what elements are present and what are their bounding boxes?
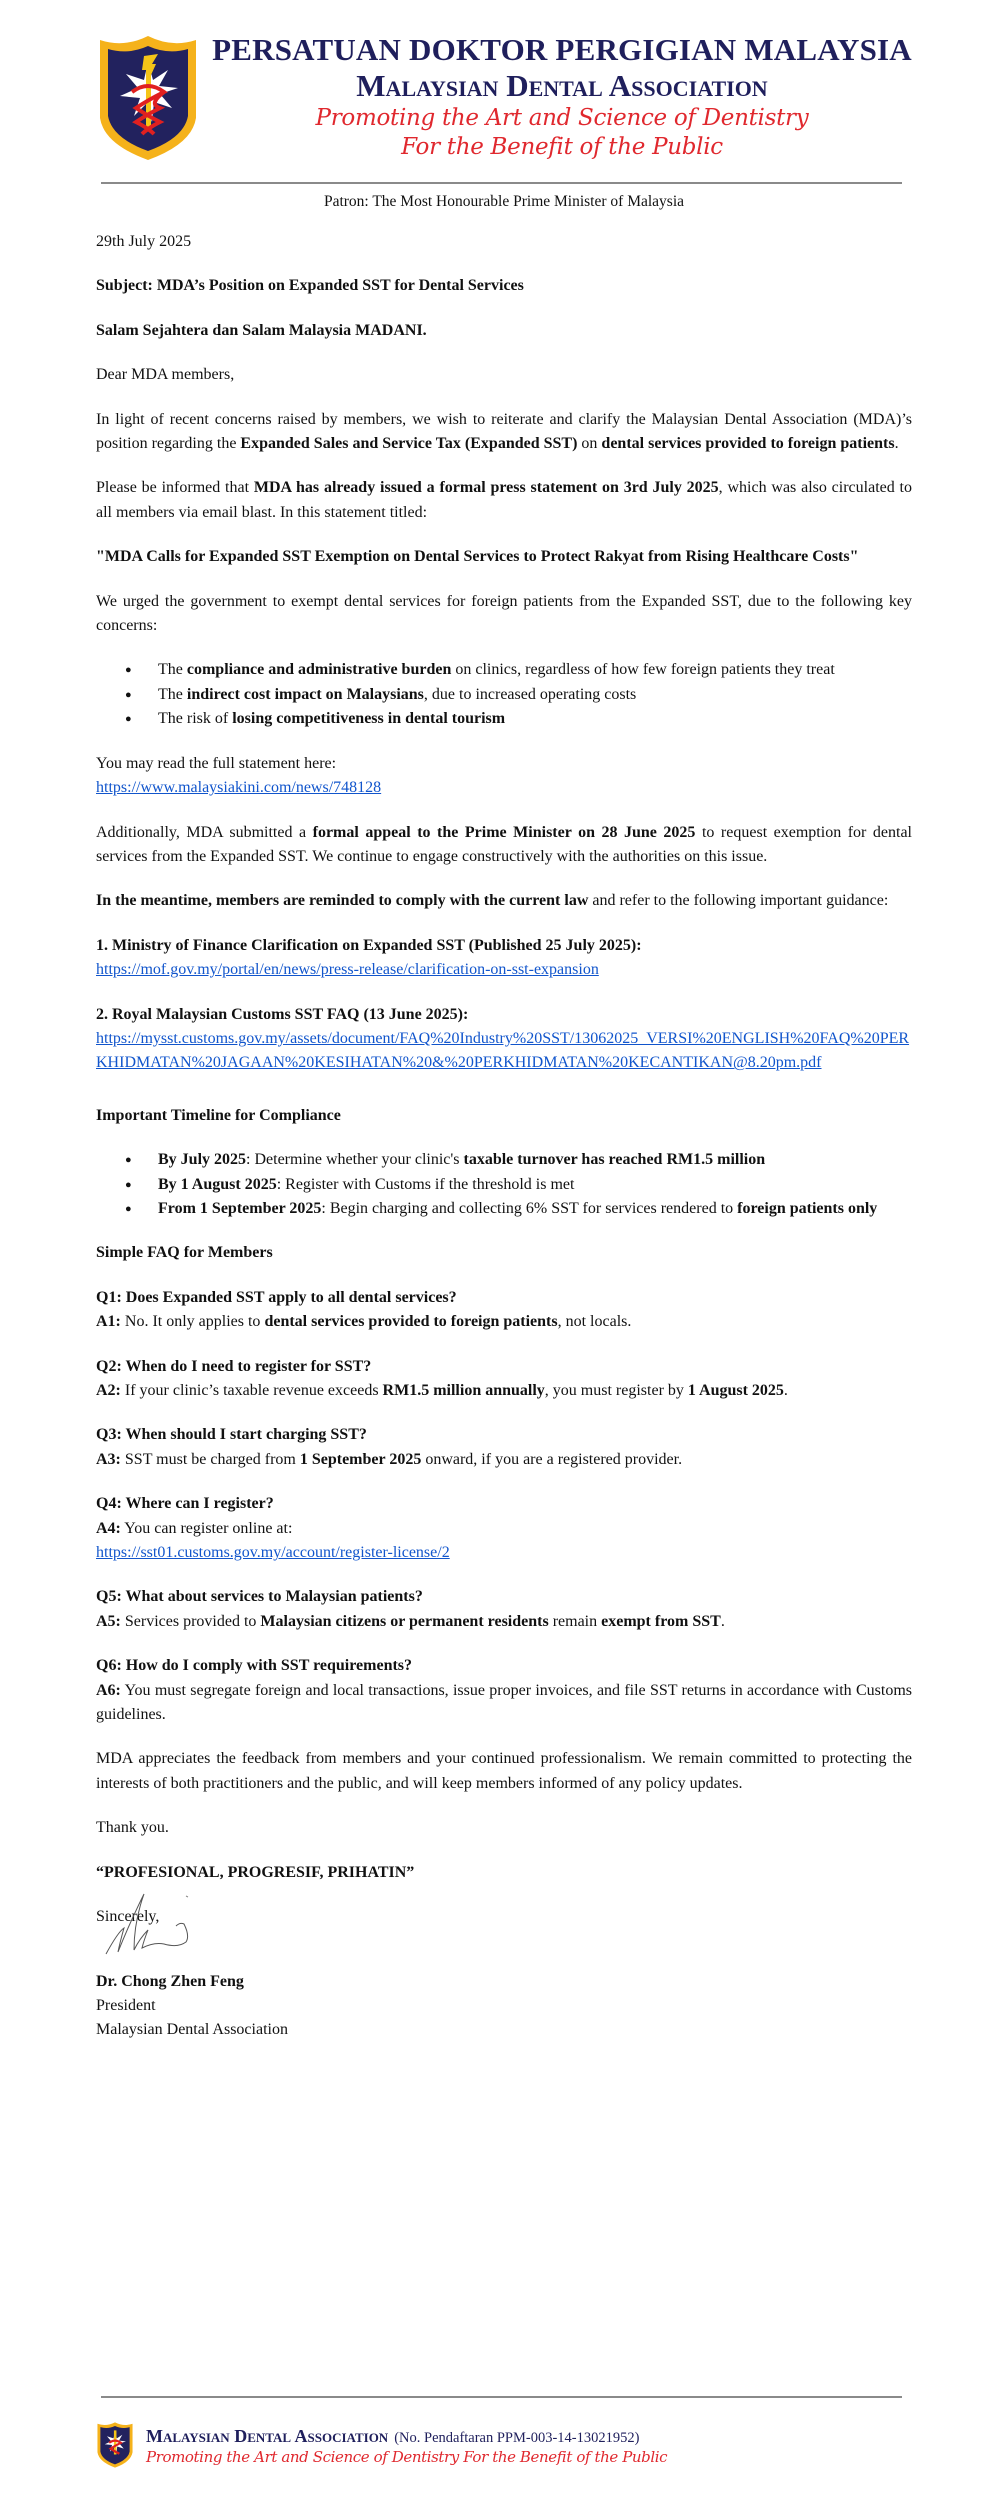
list-item: ● The compliance and administrative burden on clinics, regardless of how few foreign patients they treat: [158, 658, 912, 682]
sst-register-link[interactable]: https://sst01.customs.gov.my/account/register-license/2: [96, 1544, 450, 1562]
footer-divider: [101, 2396, 902, 2398]
faq-heading: Simple FAQ for Members: [96, 1244, 273, 1262]
list-item: ● From 1 September 2025: Begin charging and collecting 6% SST for services rendered to foreign patients only: [158, 1197, 912, 1221]
faq-item-6: Q6: How do I comply with SST requirements? A6: You must segregate foreign and local transactions, issue proper invoices, and file SST returns in accordance with Customs guidelines.: [96, 1657, 912, 1724]
footer-registration-no: (No. Pendaftaran PPM-003-14-13021952): [394, 2430, 640, 2446]
footer-motto: Promoting the Art and Science of Dentistry For the Benefit of the Public: [146, 2448, 668, 2466]
full-statement-label: You may read the full statement here:: [96, 754, 337, 772]
mda-shield-logo-icon: [96, 34, 200, 162]
customs-faq-link[interactable]: https://mysst.customs.gov.my/assets/document/FAQ%20Industry%20SST/13062025_VERSI%20ENGLISH%20FAQ%20PERKHIDMATAN%20JAGAAN%20KESIHATAN%20&%20PERKHIDMATAN%20KECANTIKAN@8.20pm.pdf: [96, 1029, 910, 1072]
concerns-list: [96, 658, 912, 731]
meantime-paragraph: In the meantime, members are reminded to comply with the current law and refer to the following important guidance:: [96, 892, 889, 910]
closing-paragraph: MDA appreciates the feedback from members and your continued professionalism. We remain committed to protecting the interests of both practitioners and the public, and will keep members informed of any policy updates.: [96, 1750, 912, 1792]
org-name-english: Malaysian Dental Association: [356, 68, 768, 103]
signature-area: [96, 1930, 912, 1970]
full-statement-block: [96, 752, 912, 801]
guidance-customs: [96, 1003, 912, 1076]
guidance-mof: [96, 934, 912, 983]
list-item: ● By 1 August 2025: Register with Customs if the threshold is met: [158, 1173, 912, 1197]
motto-line-2: For the Benefit of the Public: [401, 134, 723, 160]
footer-org-line: [146, 2426, 639, 2447]
header-divider: [101, 182, 902, 184]
letter-body: [96, 230, 912, 2043]
signatory-title: President: [96, 1996, 156, 2014]
mda-slogan: “PROFESIONAL, PROGRESIF, PRIHATIN”: [96, 1863, 415, 1881]
faq-item-5: Q5: What about services to Malaysian patients? A5: Services provided to Malaysian citizens or permanent residents remain exempt from SST.: [96, 1588, 725, 1630]
signatory-organization: Malaysian Dental Association: [96, 2021, 288, 2039]
faq-item-1: Q1: Does Expanded SST apply to all dental services? A1: No. It only applies to dental services provided to foreign patients, not locals.: [96, 1288, 632, 1331]
thank-you: Thank you.: [96, 1819, 169, 1837]
mof-link[interactable]: https://mof.gov.my/portal/en/news/press-release/clarification-on-sst-expansion: [96, 961, 599, 979]
faq-item-3: Q3: When should I start charging SST? A3: SST must be charged from 1 September 2025 onward, if you are a registered provider.: [96, 1426, 683, 1468]
letter-date: 29th July 2025: [96, 233, 192, 250]
faq-question: Q3: When should I start charging SST?: [96, 1426, 367, 1444]
malaysiakini-link[interactable]: https://www.malaysiakini.com/news/748128: [96, 779, 382, 797]
sign-off: Sincerely,: [96, 1908, 160, 1926]
motto-line-1: Promoting the Art and Science of Dentistry: [315, 105, 809, 131]
footer-org-name: Malaysian Dental Association: [146, 2426, 389, 2446]
mda-shield-logo-icon: [96, 2420, 134, 2470]
salutation: Dear MDA members,: [96, 366, 235, 384]
appeal-paragraph: Additionally, MDA submitted a formal appeal to the Prime Minister on 28 June 2025 to request exemption for dental services from the Expanded SST. We continue to engage constructively with the authorities on this issue.: [96, 823, 912, 865]
faq-question: Q6: How do I comply with SST requirements?: [96, 1657, 413, 1675]
timeline-list: [96, 1148, 912, 1221]
faq-item-2: Q2: When do I need to register for SST? A2: If your clinic’s taxable revenue exceeds RM1.5 million annually, you must register by 1 August 2025.: [96, 1357, 788, 1399]
intro-paragraph: In light of recent concerns raised by members, we wish to reiterate and clarify the Malaysian Dental Association (MDA)’s position regarding the Expanded Sales and Service Tax (Expanded SST) on dental services provided to foreign patients.: [96, 410, 912, 453]
statement-title: "MDA Calls for Expanded SST Exemption on Dental Services to Protect Rakyat from Rising Healthcare Costs": [96, 548, 859, 566]
letterhead: [96, 30, 916, 170]
faq-question: Q4: Where can I register?: [96, 1495, 274, 1513]
list-item: ● The indirect cost impact on Malaysians, due to increased operating costs: [158, 683, 912, 707]
letter-subject: Subject: MDA’s Position on Expanded SST for Dental Services: [96, 277, 524, 295]
faq-question: Q1: Does Expanded SST apply to all dental services?: [96, 1288, 457, 1306]
list-item: ● The risk of losing competitiveness in dental tourism: [158, 707, 912, 731]
timeline-heading: Important Timeline for Compliance: [96, 1106, 341, 1124]
handwritten-signature-icon: [104, 1892, 194, 1962]
letterhead-text: [208, 30, 916, 162]
formal-greeting: Salam Sejahtera dan Salam Malaysia MADANI.: [96, 321, 427, 339]
faq-item-4: Q4: Where can I register? A4: You can register online at: https://sst01.customs.gov.my/account/register-license/2: [96, 1495, 450, 1562]
urged-paragraph: We urged the government to exempt dental services for foreign patients from the Expanded SST, due to the following key concerns:: [96, 592, 912, 635]
signatory-name: Dr. Chong Zhen Feng: [96, 1972, 244, 1990]
guidance-mof-title: 1. Ministry of Finance Clarification on Expanded SST (Published 25 July 2025):: [96, 936, 642, 954]
press-statement-paragraph: Please be informed that MDA has already issued a formal press statement on 3rd July 2025, which was also circulated to all members via email blast. In this statement titled:: [96, 479, 913, 521]
patron-line: Patron: The Most Honourable Prime Minister of Malaysia: [323, 193, 685, 210]
faq-question: Q2: When do I need to register for SST?: [96, 1357, 372, 1375]
letter-footer: [96, 2420, 916, 2480]
faq-question: Q5: What about services to Malaysian patients?: [96, 1588, 423, 1606]
signatory-block: [96, 1970, 912, 2043]
list-item: ● By July 2025: Determine whether your clinic's taxable turnover has reached RM1.5 million: [158, 1148, 912, 1172]
guidance-customs-title: 2. Royal Malaysian Customs SST FAQ (13 June 2025):: [96, 1005, 469, 1023]
org-name-malay: PERSATUAN DOKTOR PERGIGIAN MALAYSIA: [212, 32, 912, 67]
